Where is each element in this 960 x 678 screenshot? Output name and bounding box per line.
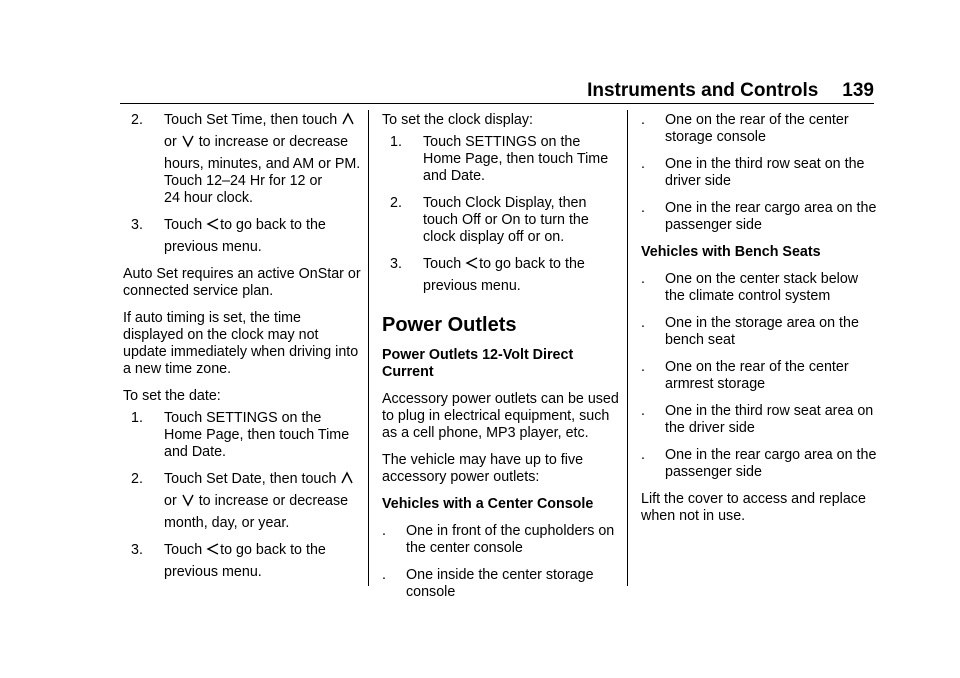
back-icon <box>206 217 220 231</box>
list-item-text: One on the rear of the center armrest storage <box>665 359 849 392</box>
step-number: 1. <box>131 410 143 426</box>
list-item-text: One on the center stack below the climate control system <box>665 271 859 304</box>
clock-step-1 <box>390 134 620 185</box>
list-item <box>641 447 877 481</box>
console-label: Vehicles with a Center Console <box>382 496 594 512</box>
step-number: 3. <box>131 542 143 558</box>
back-icon <box>206 542 220 556</box>
step-text: Touch SETTINGS on the Home Page, then touch Time and Date. <box>164 410 350 460</box>
step-text: to go back to the <box>220 217 326 233</box>
column-divider-1 <box>368 110 369 586</box>
step-text: or <box>164 493 177 509</box>
step-text: Touch Set Time, then touch <box>164 112 338 128</box>
step-text: Touch Set Date, then touch <box>164 471 337 487</box>
step-text: or <box>164 134 177 150</box>
clock-step-2 <box>390 195 620 246</box>
step-text: 24 hour clock. <box>164 190 254 206</box>
list-item <box>641 359 877 393</box>
chevron-down-icon <box>181 493 195 507</box>
list-item-text: One in the third row seat area on the driver side <box>665 403 874 436</box>
date-step-3 <box>131 542 361 581</box>
outlets-count-paragraph: The vehicle may have up to five accessory power outlets: <box>382 452 584 485</box>
step-text: Touch SETTINGS on the Home Page, then touch Time and Date. <box>423 134 609 184</box>
list-item-text: One in front of the cupholders on the center console <box>406 523 615 556</box>
column-2 <box>382 112 620 611</box>
step-text: to go back to the <box>220 542 326 558</box>
clock-step-3 <box>390 256 620 295</box>
list-item-text: One in the rear cargo area on the passenger side <box>665 200 877 233</box>
page-header <box>587 80 874 102</box>
autoset-paragraph: Auto Set requires an active OnStar or connected service plan. <box>123 266 361 299</box>
column-3 <box>641 112 877 535</box>
step-text: previous menu. <box>164 239 262 255</box>
step-text: previous menu. <box>164 564 262 580</box>
list-item-text: One on the rear of the center storage console <box>665 112 849 145</box>
bullet: . <box>641 156 645 172</box>
step-text: to increase or decrease <box>198 134 349 150</box>
step-number: 2. <box>131 112 143 128</box>
time-step-2 <box>131 112 361 207</box>
list-item-text: One in the third row seat on the driver side <box>665 156 865 189</box>
step-text: previous menu. <box>423 278 521 294</box>
date-intro: To set the date: <box>123 388 221 404</box>
bench-label: Vehicles with Bench Seats <box>641 244 821 260</box>
time-step-3 <box>131 217 361 256</box>
list-item <box>382 567 620 601</box>
step-number: 2. <box>131 471 143 487</box>
column-divider-2 <box>627 110 628 586</box>
section-title: Instruments and Controls <box>587 80 819 101</box>
bullet: . <box>382 523 386 539</box>
step-number: 3. <box>390 256 402 272</box>
bullet: . <box>641 271 645 287</box>
bullet: . <box>641 315 645 331</box>
list-item <box>641 112 877 146</box>
bullet: . <box>641 359 645 375</box>
date-step-1 <box>131 410 361 461</box>
list-item <box>641 156 877 190</box>
step-text: Touch <box>164 542 203 558</box>
list-item-text: One in the storage area on the bench seat <box>665 315 859 348</box>
list-item <box>382 523 620 557</box>
page-number: 139 <box>842 80 874 101</box>
autotiming-paragraph: If auto timing is set, the time displayed on the clock may not update immediately when driving into a new time zone. <box>123 310 359 377</box>
step-text: Touch <box>423 256 462 272</box>
step-text: to increase or decrease <box>198 493 349 509</box>
step-text: month, day, or year. <box>164 515 290 531</box>
closing-paragraph: Lift the cover to access and replace when not in use. <box>641 491 866 524</box>
list-item <box>641 200 877 234</box>
date-step-2 <box>131 471 361 532</box>
subsection-heading: Power Outlets 12-Volt Direct Current <box>382 347 574 380</box>
step-text: to go back to the <box>479 256 585 272</box>
step-text: hours, minutes, and AM or PM. <box>164 156 361 172</box>
section-heading: Power Outlets <box>382 314 517 336</box>
back-icon <box>465 256 479 270</box>
column-1 <box>123 112 361 591</box>
chevron-down-icon <box>181 134 195 148</box>
bullet: . <box>382 567 386 583</box>
list-item-text: One inside the center storage console <box>406 567 594 600</box>
step-number: 2. <box>390 195 402 211</box>
list-item <box>641 403 877 437</box>
step-text: Touch <box>164 217 203 233</box>
bullet: . <box>641 447 645 463</box>
bullet: . <box>641 112 645 128</box>
list-item-text: One in the rear cargo area on the passenger side <box>665 447 877 480</box>
outlets-paragraph: Accessory power outlets can be used to plug in electrical equipment, such as a cell phone, MP3 player, etc. <box>382 391 619 441</box>
chevron-up-icon <box>340 471 354 485</box>
bullet: . <box>641 200 645 216</box>
chevron-up-icon <box>341 112 355 126</box>
bullet: . <box>641 403 645 419</box>
step-number: 1. <box>390 134 402 150</box>
header-rule <box>120 103 874 104</box>
step-text: Touch Clock Display, then touch Off or On to turn the clock display off or on. <box>423 195 589 245</box>
list-item <box>641 315 877 349</box>
list-item <box>641 271 877 305</box>
step-text: Touch 12–24 Hr for 12 or <box>164 173 323 189</box>
clock-intro: To set the clock display: <box>382 112 533 128</box>
step-number: 3. <box>131 217 143 233</box>
